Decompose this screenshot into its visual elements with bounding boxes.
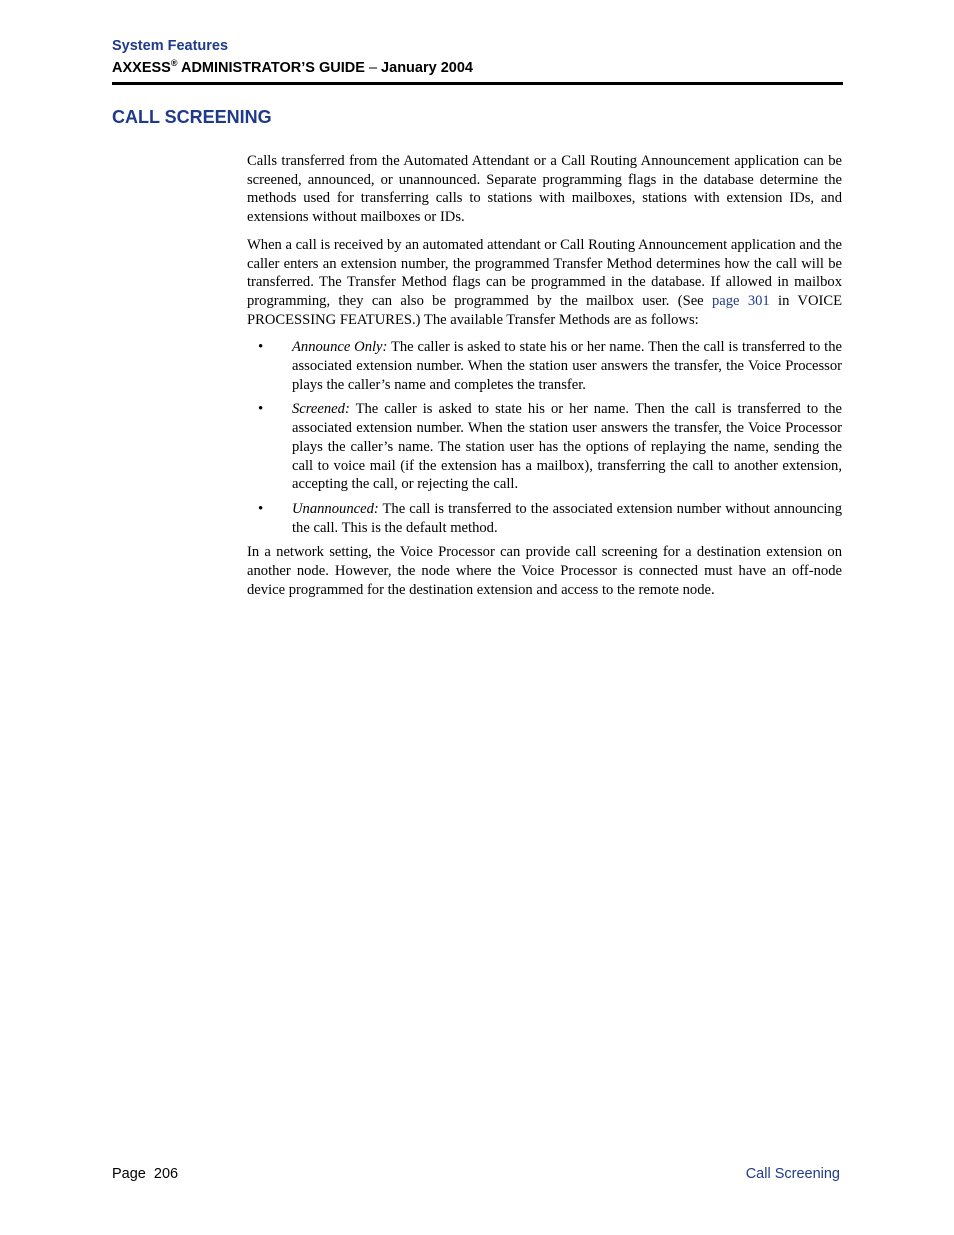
list-item-term: Announce Only: (292, 339, 388, 356)
header-guide-title (112, 57, 843, 79)
guide-title-date: January 2004 (377, 60, 473, 76)
paragraph-intro: Calls transferred from the Automated Attendant or a Call Routing Announcement application can be screened, announced, or unannounced. Separate programming flags in the database determine the methods used for transferring calls to stations with mailboxes, stations with extension IDs, and extensions without mailboxes or IDs. (247, 153, 842, 226)
body-content (247, 152, 842, 608)
list-item-text: The call is transferred to the associated extension number without announcing the call. This is the default method. (292, 500, 842, 536)
footer-section-link[interactable]: Call Screening (745, 1166, 840, 1182)
paragraph-network: In a network setting, the Voice Processor can provide call screening for a destination extension on another node. However, the node where the Voice Processor is connected must have an off-node device programmed for the destination extension and access to the remote node. (247, 544, 842, 598)
list-item-text: The caller is asked to state his or her name. Then the call is transferred to the associated extension number. When the station user answers the transfer, the Voice Processor plays the caller’s name. The station user has the options of replaying the name, sending the call to voice mail (if the extension has a mailbox), transferring the call to another extension, accepting the call, or rejecting the call. (292, 401, 842, 493)
list-item-term: Unannounced: (292, 500, 379, 517)
bullet-icon: • (258, 339, 264, 356)
page-header (112, 37, 843, 79)
list-item (247, 500, 842, 537)
list-item (247, 338, 842, 394)
paragraph-text: When a call is received by an automated attendant or Call Routing Announcement application and the caller enters an extension number, the programmed Transfer Method determines how the call will be transferred. The Transfer Method flags can be programmed in the database. If allowed in mailbox programming, they can also be programmed by the mailbox user. (See (247, 236, 842, 309)
guide-title-rest: ADMINISTRATOR’S GUIDE (177, 60, 369, 76)
guide-title-product: AXXESS (112, 60, 171, 76)
header-divider (112, 82, 843, 85)
transfer-methods-list (247, 338, 842, 537)
header-section-name: System Features (112, 38, 229, 54)
bullet-icon: • (258, 500, 264, 517)
paragraph-text: in VOICE PROCESSING FEATURES.) The available Transfer Methods are as follows: (247, 292, 842, 328)
guide-title-dash: – (368, 60, 378, 76)
list-item-text: The caller is asked to state his or her name. Then the call is transferred to the associated extension number. When the station user answers the transfer, the Voice Processor plays the caller’s name and completes the transfer. (292, 339, 842, 393)
paragraph-transfer-method (247, 236, 842, 330)
bullet-icon: • (258, 401, 264, 418)
list-item-term: Screened: (292, 401, 350, 418)
page-number: Page 206 (112, 1166, 179, 1182)
page-301-link[interactable]: page 301 (711, 292, 770, 309)
list-item (247, 400, 842, 494)
page-title: CALL SCREENING (112, 107, 272, 127)
registered-mark: ® (170, 58, 178, 68)
